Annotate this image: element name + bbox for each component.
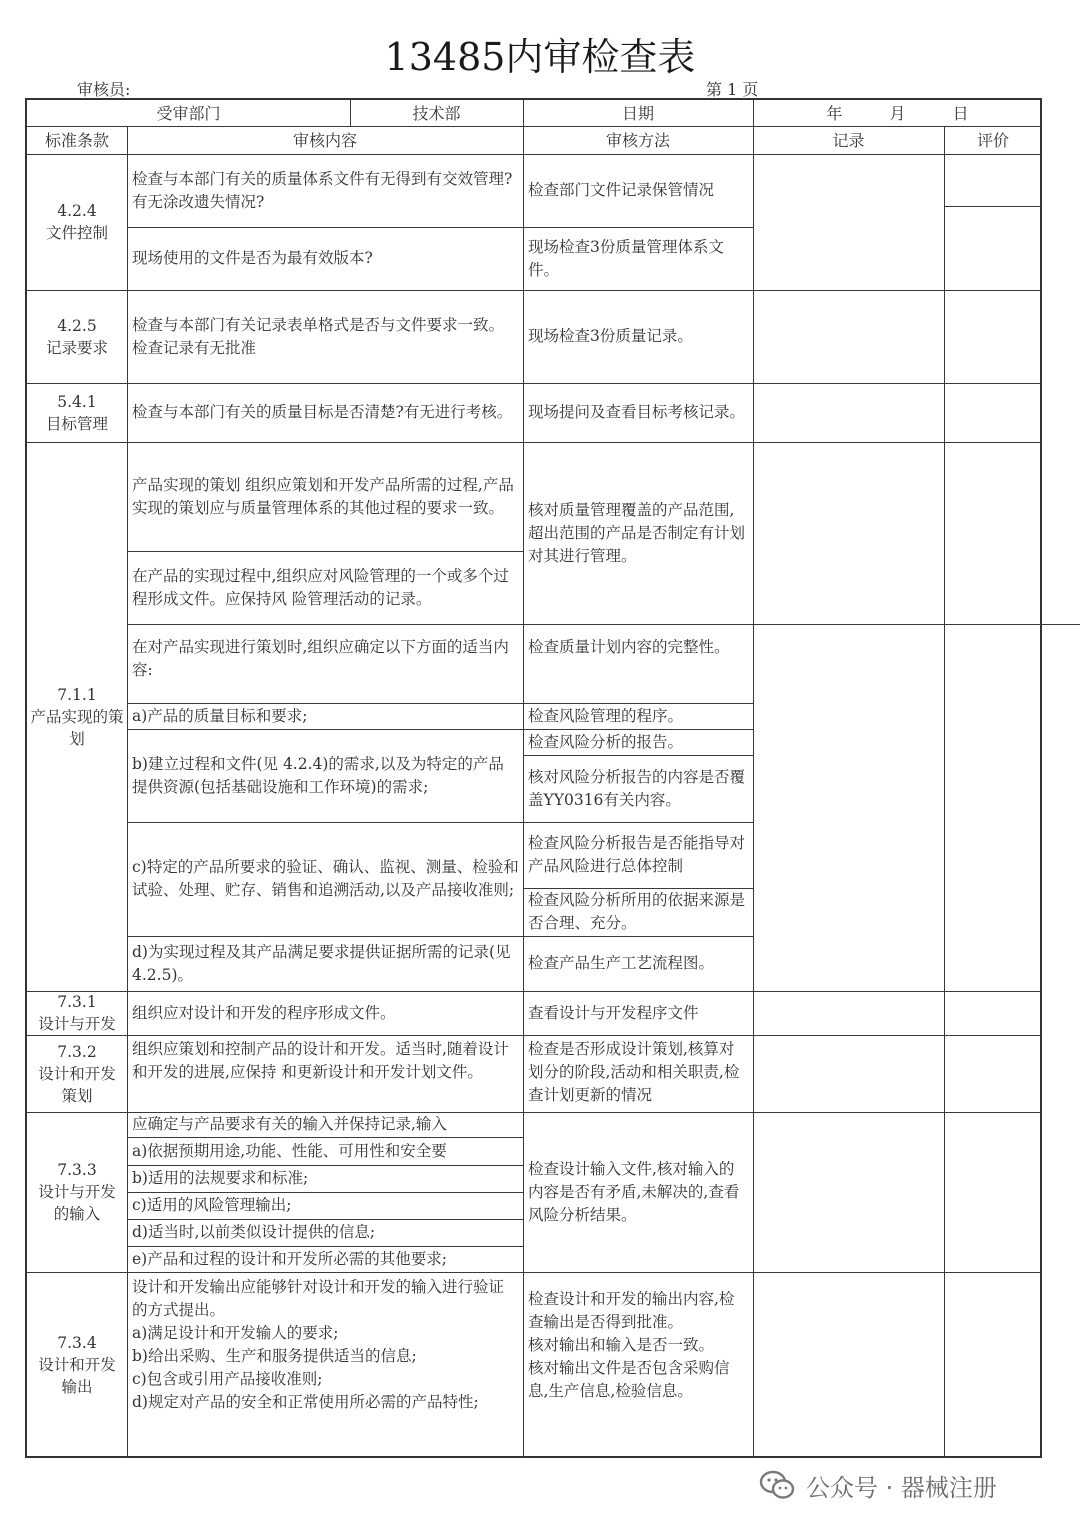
dept-label: 受审部门 (156, 103, 221, 123)
audit-checklist-table (25, 98, 1042, 1458)
content-cell: 在产品的实现过程中,组织应对风险管理的一个或多个过程形成文件。应保持风 险管理活动的记录。 (132, 566, 509, 608)
header-content: 审核内容 (292, 130, 357, 150)
clause-7-3-3: 7.3.3 设计与开发 的输入 (38, 1161, 116, 1223)
content-cell: e)产品和过程的设计和开发所必需的其他要求; (132, 1249, 447, 1268)
content-cell: 在对产品实现进行策划时,组织应确定以下方面的适当内容: (132, 638, 509, 679)
method-cell: 检查质量计划内容的完整性。 (528, 638, 730, 656)
date-label: 日期 (621, 103, 654, 123)
method-cell: 检查是否形成设计策划,核算对划分的阶段,活动和相关职责,检查计划更新的情况 (528, 1040, 740, 1104)
method-cell: 检查产品生产工艺流程图。 (528, 954, 715, 972)
content-cell: 现场使用的文件是否为最有效版本? (132, 249, 373, 267)
clause-4-2-4: 4.2.4 文件控制 (45, 202, 108, 242)
grid-line (944, 206, 1042, 207)
method-cell: 检查风险管理的程序。 (528, 706, 684, 725)
content-cell: d)为实现过程及其产品满足要求提供证据所需的记录(见 4.2.5)。 (132, 942, 511, 984)
method-cell: 现场提问及查看目标考核记录。 (528, 403, 746, 421)
page-title: 13485内审检查表 (384, 35, 696, 79)
content-cell: 检查与本部门有关的质量目标是否清楚?有无进行考核。 (132, 403, 513, 421)
date-value: 年 月 日 (826, 103, 969, 123)
clause-7-3-4: 7.3.4 设计和开发 输出 (38, 1334, 116, 1396)
method-cell: 检查设计和开发的输出内容,检查输出是否得到批准。 核对输出和输入是否一致。 核对输出文件是否包含采购信息,生产信息,检验信息。 (528, 1290, 735, 1400)
grid-line (27, 1272, 1042, 1273)
clause-7-1-1: 7.1.1 产品实现的策划 (30, 685, 124, 748)
content-cell: a)依据预期用途,功能、性能、可用性和安全要 (132, 1141, 447, 1160)
dept-value: 技术部 (412, 103, 461, 123)
content-cell: c)特定的产品所要求的验证、确认、监视、测量、检验和试验、处理、贮存、销售和追溯活动,以及产品接收准则; (132, 858, 519, 899)
content-cell: b)适用的法规要求和标准; (132, 1169, 309, 1187)
method-cell: 核对质量管理覆盖的产品范围,超出范围的产品是否制定有计划对其进行管理。 (528, 500, 746, 565)
page-number: 第 1 页 (706, 80, 759, 99)
content-cell: 组织应对设计和开发的程序形成文件。 (132, 1003, 396, 1022)
content-cell: 组织应策划和控制产品的设计和开发。适当时,随着设计和开发的进展,应保持 和更新设计和开发计划文件。 (132, 1040, 509, 1081)
grid-line (944, 126, 945, 1458)
method-cell: 检查风险分析报告是否能指导对产品风险进行总体控制 (528, 834, 746, 875)
watermark (758, 1465, 997, 1505)
content-cell: c)适用的风险管理输出; (132, 1196, 292, 1214)
content-cell: 设计和开发输出应能够针对设计和开发的输入进行验证的方式提出。 a)满足设计和开发输人的要求; b)给出采购、生产和服务提供适当的信息; c)包含或引用产品接收准则; d)规定对产品的安全和正常使用所必需的产品特性; (132, 1278, 505, 1411)
header-method: 审核方法 (605, 130, 670, 150)
watermark-text: 公众号 · 器械注册 (806, 1473, 997, 1502)
wechat-icon (758, 1468, 796, 1502)
header-record: 记录 (832, 130, 865, 150)
content-cell: 应确定与产品要求有关的输入并保持记录,输入 (132, 1115, 447, 1133)
content-cell: 产品实现的策划 组织应策划和开发产品所需的过程,产品实现的策划应与质量管理体系的其他过程的要求一致。 (132, 475, 514, 517)
content-cell: a)产品的质量目标和要求; (132, 706, 308, 725)
method-cell: 现场检查3份质量记录。 (528, 327, 693, 345)
method-cell: 现场检查3份质量管理体系文件。 (528, 237, 724, 279)
method-cell: 查看设计与开发程序文件 (528, 1003, 699, 1022)
grid-line (127, 624, 1080, 625)
method-cell: 检查设计输入文件,核对输入的内容是否有矛盾,未解决的,查看风险分析结果。 (528, 1159, 740, 1224)
clause-7-3-2: 7.3.2 设计和开发 策划 (38, 1042, 116, 1105)
method-cell: 检查风险分析所用的依据来源是否合理、充分。 (528, 891, 746, 932)
grid-line (753, 100, 754, 1458)
auditor-label: 审核员: (77, 80, 131, 99)
method-cell: 检查部门文件记录保管情况 (528, 181, 715, 199)
grid-line (27, 1035, 1042, 1036)
content-cell: 检查与本部门有关的质量体系文件有无得到有交效管理?有无涂改遗失情况? (132, 169, 513, 211)
clause-5-4-1: 5.4.1 目标管理 (45, 392, 108, 433)
method-cell: 核对风险分析报告的内容是否覆盖YY0316有关内容。 (528, 767, 746, 809)
content-cell: 检查与本部门有关记录表单格式是否与文件要求一致。 检查记录有无批准 (132, 315, 505, 357)
content-cell: d)适当时,以前类似设计提供的信息; (132, 1223, 376, 1241)
header-evaluation: 评价 (976, 130, 1009, 150)
header-clause: 标准条款 (44, 130, 109, 150)
method-cell: 检查风险分析的报告。 (528, 732, 684, 751)
clause-7-3-1: 7.3.1 设计与开发 (38, 993, 116, 1033)
content-cell: b)建立过程和文件(见 4.2.4)的需求,以及为特定的产品提供资源(包括基础设施和工作环境)的需求; (132, 754, 504, 796)
clause-4-2-5: 4.2.5 记录要求 (45, 316, 108, 357)
